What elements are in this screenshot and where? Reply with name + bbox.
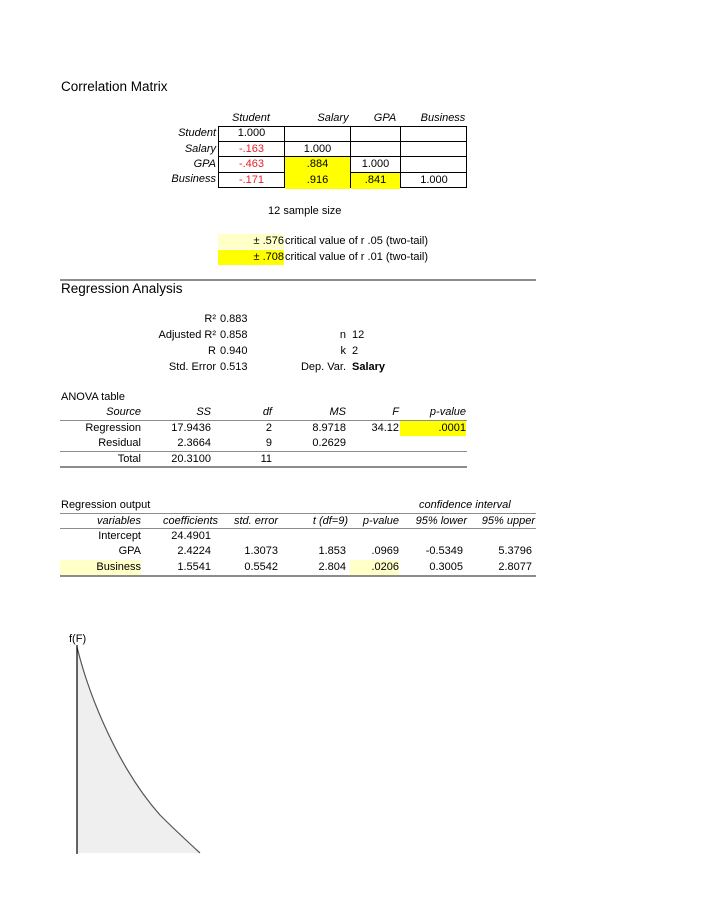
anova-header-ms: MS [329, 406, 346, 418]
n-value: 12 [352, 329, 365, 341]
corr-cell: 1.000 [303, 143, 332, 155]
corr-header-salary: Salary [317, 112, 349, 124]
output-variable-highlight: Business [60, 560, 141, 575]
corr-header-gpa: GPA [373, 112, 397, 124]
anova-cell: 2.3664 [177, 437, 211, 449]
anova-cell: 9 [265, 437, 272, 449]
regression-title: Regression Analysis [61, 281, 183, 296]
corr-header-business: Business [420, 112, 466, 124]
r2-value: 0.883 [220, 313, 248, 325]
anova-cell: 17.9436 [171, 422, 211, 434]
output-header-p: p-value [362, 515, 399, 527]
chart-y-label: f(F) [69, 633, 87, 645]
corr-cell: -.163 [238, 143, 265, 155]
dep-var-label: Dep. Var. [300, 361, 346, 373]
anova-cell: 8.9718 [312, 422, 346, 434]
output-cell: 2.804 [318, 561, 346, 573]
corr-cell: 1.000 [420, 174, 448, 186]
corr-cell-significant: .916 [285, 173, 350, 189]
critical-value-01: ± .708 [218, 250, 284, 265]
output-header-lower: 95% lower [415, 515, 467, 527]
output-cell: 1.853 [318, 545, 346, 557]
output-cell: -0.5349 [425, 545, 463, 557]
critical-value-05-label: critical value of r .05 (two-tail) [285, 235, 429, 247]
output-cell: .0969 [371, 545, 399, 557]
adj-r2-value: 0.858 [220, 329, 248, 341]
corr-row-label-business: Business [171, 173, 216, 185]
curve-fill [77, 647, 200, 853]
corr-cell: -.171 [238, 174, 265, 186]
std-error-label: Std. Error [168, 361, 216, 373]
corr-cell: 1.000 [361, 158, 390, 170]
anova-header-f: F [392, 406, 399, 418]
r2-label: R² [204, 313, 216, 325]
anova-header-source: Source [106, 406, 141, 418]
corr-cell: 1.000 [237, 127, 266, 139]
k-value: 2 [352, 345, 359, 357]
corr-row-label-salary: Salary [184, 143, 216, 155]
anova-p-value-highlight: .0001 [400, 421, 466, 436]
output-header-coefficients: coefficients [162, 515, 218, 527]
anova-bottom-rule [60, 466, 467, 468]
critical-value-05: ± .576 [218, 234, 284, 249]
output-cell: 24.4901 [171, 530, 211, 542]
anova-cell: 0.2629 [312, 437, 346, 449]
output-cell: 2.8077 [498, 561, 532, 573]
sample-size [268, 205, 341, 217]
output-cell: 5.3796 [498, 545, 532, 557]
anova-header-ss: SS [196, 406, 211, 418]
output-cell: 0.3005 [429, 561, 463, 573]
corr-row-label-student: Student [178, 127, 216, 139]
correlation-title: Correlation Matrix [61, 79, 168, 94]
output-cell: 1.5541 [177, 561, 211, 573]
output-header-t: t (df=9) [312, 515, 348, 527]
output-cell: Intercept [98, 530, 141, 542]
output-cell: GPA [118, 545, 141, 557]
output-header-rule [60, 528, 536, 529]
adj-r2-label: Adjusted R² [158, 329, 216, 341]
anova-cell: Residual [98, 437, 141, 449]
sample-size-label: sample size [283, 205, 342, 217]
critical-value-01-label: critical value of r .01 (two-tail) [285, 251, 429, 263]
corr-cell-significant: .884 [285, 157, 350, 173]
sample-size-value: 12 [268, 205, 281, 217]
output-cell: 2.4224 [177, 545, 211, 557]
output-header-std-error: std. error [233, 515, 278, 527]
anova-cell: Total [117, 453, 141, 465]
anova-cell: 20.3100 [171, 453, 211, 465]
r-value: 0.940 [220, 345, 248, 357]
corr-row-label-gpa: GPA [193, 158, 216, 170]
anova-cell: 2 [265, 422, 272, 434]
output-title: Regression output [61, 499, 151, 511]
output-cell: 1.3073 [244, 545, 278, 557]
n-label: n [339, 329, 346, 341]
corr-cell-significant: .841 [351, 173, 400, 189]
output-header-upper: 95% upper [481, 515, 535, 527]
confidence-interval-label: confidence interval [419, 499, 511, 511]
output-top-rule [60, 513, 536, 514]
output-cell: 0.5542 [244, 561, 278, 573]
f-distribution-curve [60, 640, 220, 860]
anova-title: ANOVA table [61, 391, 125, 403]
std-error-value: 0.513 [220, 361, 248, 373]
output-bottom-rule [60, 575, 536, 577]
dep-var-value: Salary [352, 361, 386, 373]
corr-cell: -.463 [238, 158, 265, 170]
anova-header-p: p-value [429, 406, 466, 418]
k-label: k [340, 345, 346, 357]
anova-cell: Regression [85, 422, 141, 434]
output-p-value-highlight: .0206 [350, 560, 399, 575]
anova-cell: 34.12 [371, 422, 399, 434]
anova-header-df: df [262, 406, 272, 418]
output-header-variables: variables [96, 515, 141, 527]
r-label: R [208, 345, 216, 357]
anova-cell: 11 [260, 453, 272, 465]
corr-header-student: Student [232, 112, 270, 124]
anova-total-rule [60, 451, 467, 452]
